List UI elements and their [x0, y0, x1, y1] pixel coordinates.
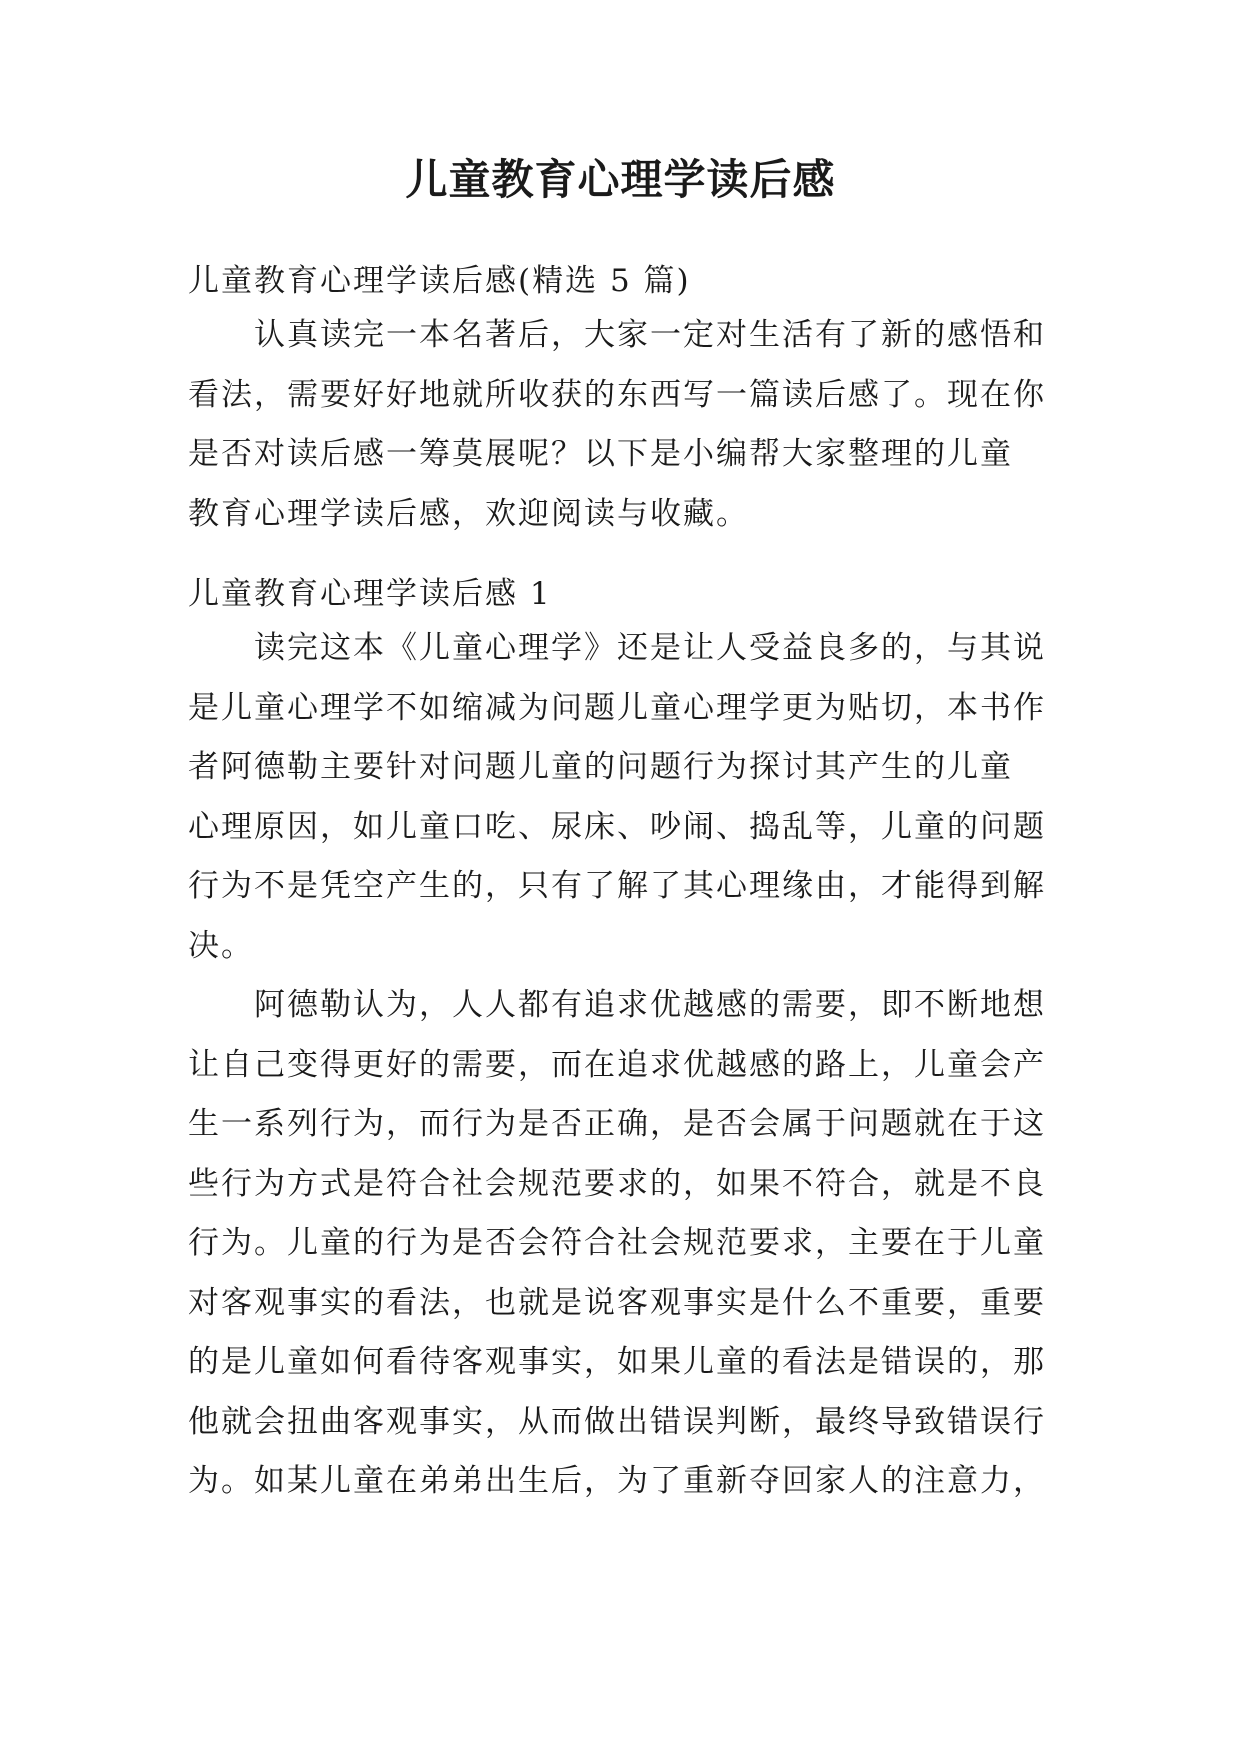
intro-line: 看法，需要好好地就所收获的东西写一篇读后感了。现在你 [188, 376, 1046, 413]
paragraph-line: 行为不是凭空产生的，只有了解了其心理缘由，才能得到解 [188, 868, 1046, 904]
paragraph-line: 对客观事实的看法，也就是说客观事实是什么不重要，重要 [188, 1284, 1046, 1321]
page-title: 儿童教育心理学读后感 [405, 155, 836, 204]
paragraph-line: 心理原因，如儿童口吃、尿床、吵闹、捣乱等，儿童的问题 [188, 808, 1046, 845]
intro-line: 是否对读后感一筹莫展呢？以下是小编帮大家整理的儿童 [188, 436, 1013, 472]
paragraph-line: 者阿德勒主要针对问题儿童的问题行为探讨其产生的儿童 [188, 749, 1013, 785]
section1-paragraph-2 [188, 976, 1054, 1512]
section1-heading: 儿童教育心理学读后感 1 [188, 576, 552, 612]
subtitle-main: 儿童教育心理学读后感(精选 5 篇) [188, 263, 691, 299]
paragraph-line: 生一系列行为，而行为是否正确，是否会属于问题就在于这 [188, 1106, 1046, 1142]
intro-paragraph [188, 306, 1054, 544]
paragraph-line: 为。如某儿童在弟弟出生后，为了重新夺回家人的注意力， [188, 1463, 1046, 1499]
section1-paragraph-1 [188, 619, 1054, 976]
intro-line: 认真读完一本名著后，大家一定对生活有了新的感悟和 [254, 317, 1046, 353]
paragraph-line: 的是儿童如何看待客观事实，如果儿童的看法是错误的，那 [188, 1344, 1046, 1380]
paragraph-line: 让自己变得更好的需要，而在追求优越感的路上，儿童会产 [188, 1046, 1046, 1083]
intro-line: 教育心理学读后感，欢迎阅读与收藏。 [188, 495, 749, 532]
paragraph-line: 阿德勒认为，人人都有追求优越感的需要，即不断地想 [254, 987, 1046, 1023]
paragraph-line: 他就会扭曲客观事实，从而做出错误判断，最终导致错误行 [188, 1403, 1046, 1440]
paragraph-line: 是儿童心理学不如缩减为问题儿童心理学更为贴切，本书作 [188, 689, 1046, 726]
paragraph-line: 读完这本《儿童心理学》还是让人受益良多的，与其说 [254, 630, 1046, 666]
paragraph-line: 些行为方式是符合社会规范要求的，如果不符合，就是不良 [188, 1165, 1046, 1202]
paragraph-line: 行为。儿童的行为是否会符合社会规范要求，主要在于儿童 [188, 1225, 1046, 1261]
paragraph-line: 决。 [188, 927, 254, 964]
